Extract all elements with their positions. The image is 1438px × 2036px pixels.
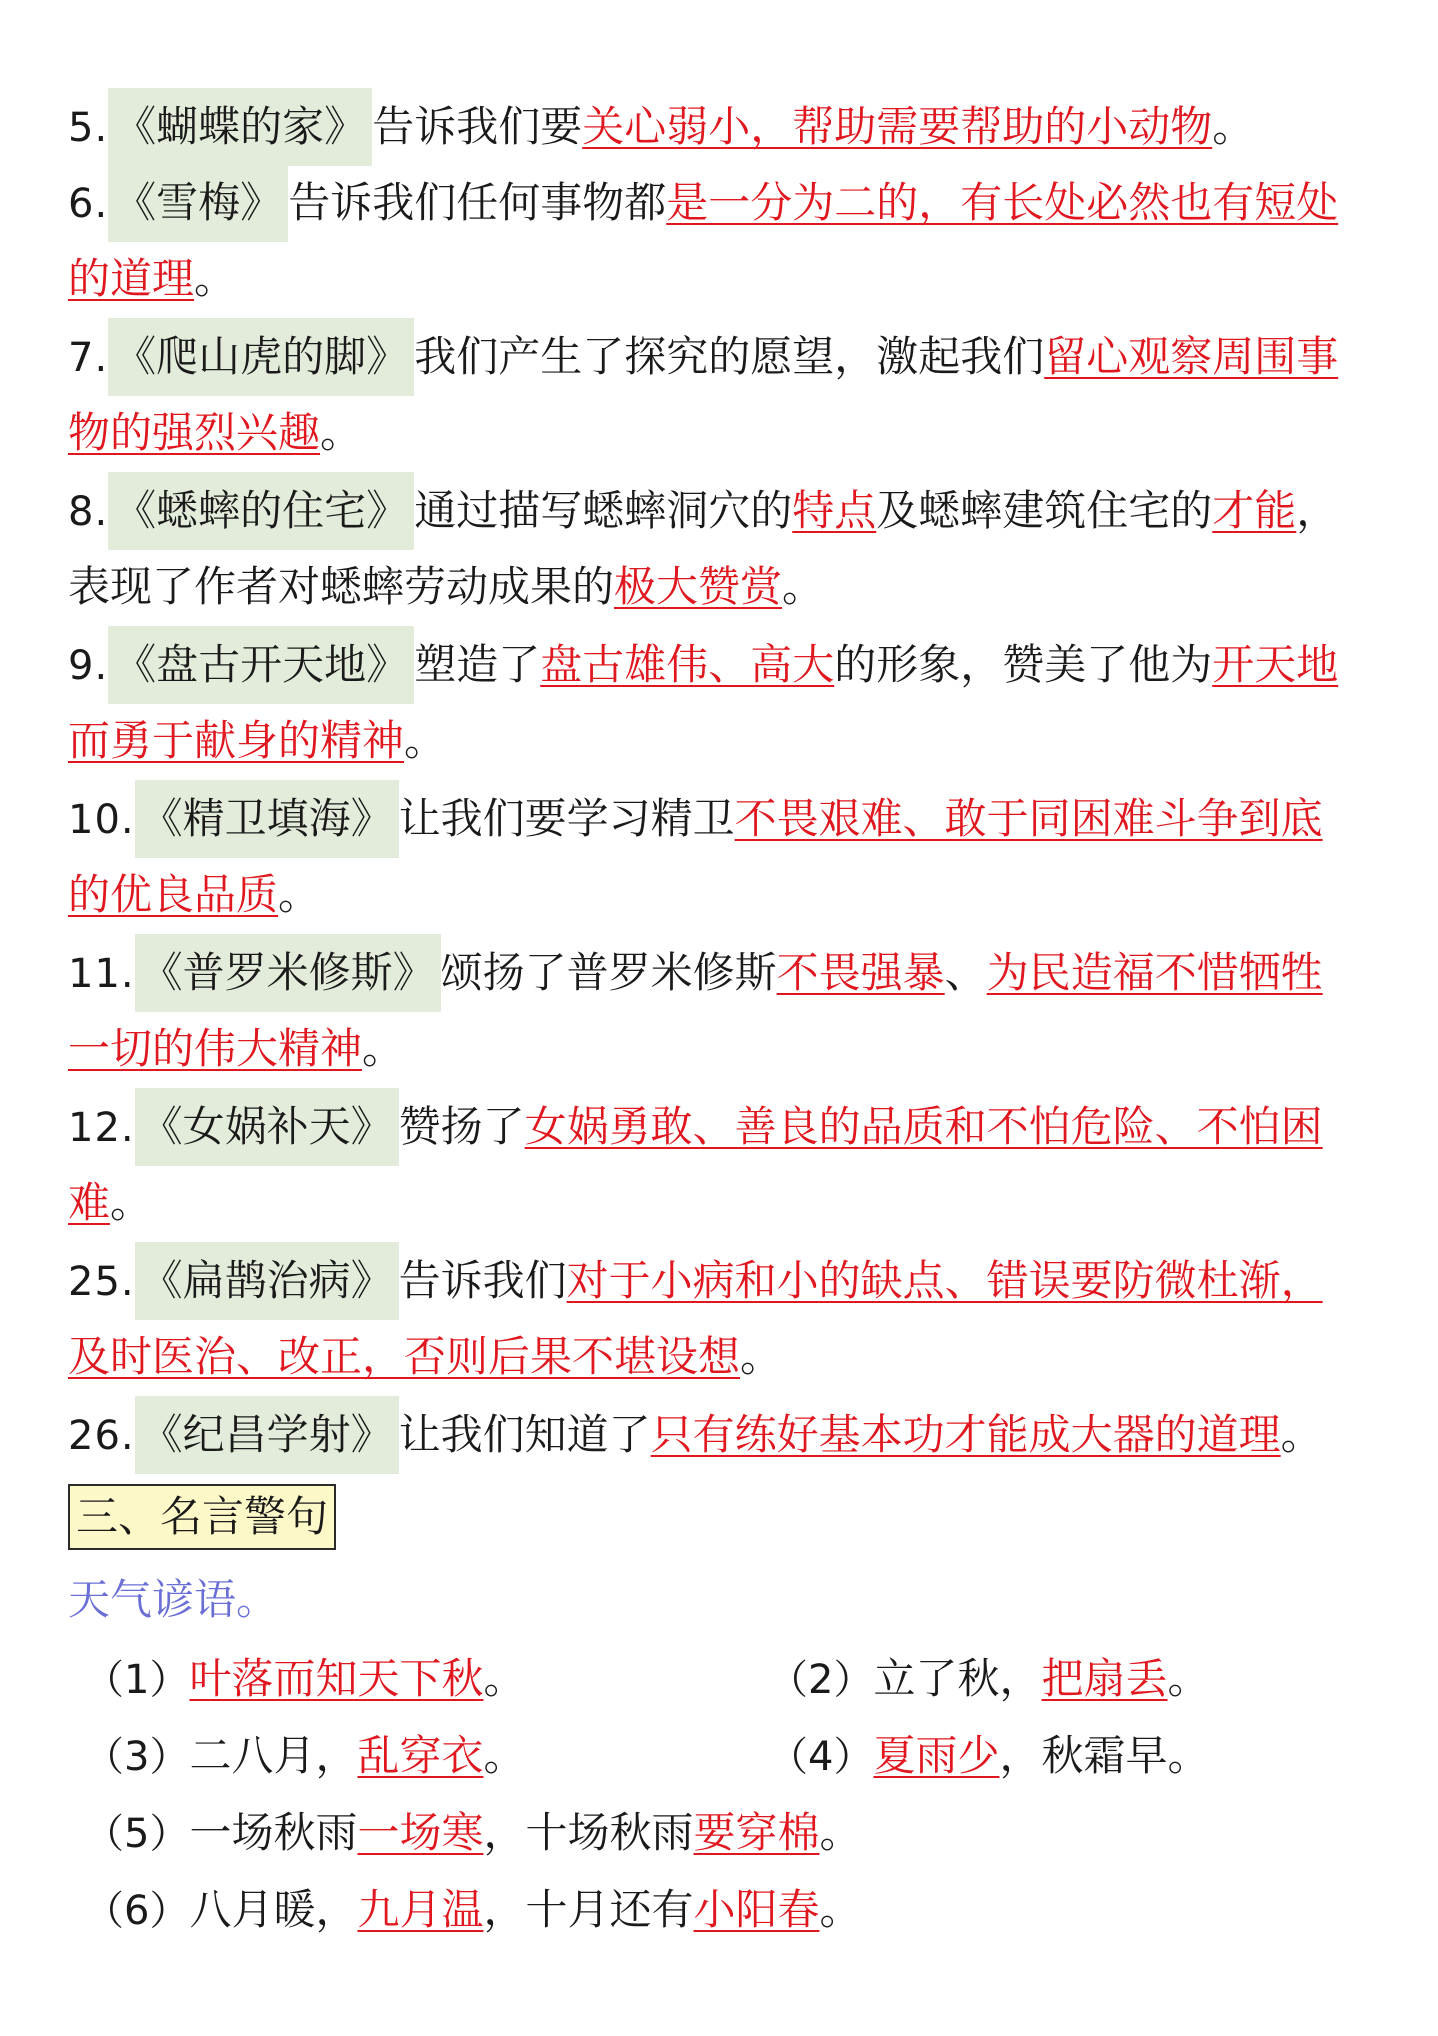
item-7 (68, 318, 1338, 396)
saying-6 (84, 1871, 862, 1950)
item-25 (68, 1242, 1323, 1320)
item-number: 5. (68, 105, 109, 151)
saying-answer: 小阳春 (693, 1885, 820, 1934)
item-text: 告诉我们要 (372, 102, 583, 151)
item-number: 10. (68, 797, 135, 843)
item-answer: 开天地 (1212, 640, 1339, 689)
saying-answer: 叶落而知天下秋 (189, 1654, 484, 1703)
item-text: 赞扬了 (398, 1102, 525, 1151)
item-text: 。 (110, 1178, 153, 1227)
item-12 (68, 1088, 1323, 1166)
item-text: 。 (404, 716, 447, 765)
saying-text: 立了秋， (873, 1654, 1042, 1703)
item-number: 26. (68, 1413, 135, 1459)
item-answer: 不畏艰难、敢于同困难斗争到底 (734, 794, 1323, 843)
item-answer: 女娲勇敢、善良的品质和不怕危险、不怕困 (524, 1102, 1323, 1151)
item-answer: 特点 (792, 486, 877, 535)
item-title: 《雪梅》 (108, 164, 288, 242)
item-title: 《扁鹊治病》 (135, 1242, 399, 1320)
item-text: 、 (944, 948, 987, 997)
item-answer: 而勇于献身的精神 (68, 716, 405, 765)
item-title: 《普罗米修斯》 (135, 934, 441, 1012)
item-text: ， (1296, 486, 1339, 535)
item-9-cont (68, 702, 446, 780)
item-8-cont (68, 548, 824, 626)
saying-text: 。 (483, 1654, 526, 1703)
subheading: 天气谚语。 (68, 1575, 279, 1624)
item-9 (68, 626, 1338, 704)
item-number: 9. (68, 643, 109, 689)
item-25-cont (68, 1318, 782, 1396)
item-text: 让我们知道了 (398, 1410, 651, 1459)
item-text: 。 (320, 408, 363, 457)
item-text: 。 (1212, 102, 1255, 151)
item-title: 《女娲补天》 (135, 1088, 399, 1166)
saying-answer: 夏雨少 (873, 1731, 1000, 1780)
item-answer: 的道理 (68, 254, 195, 303)
saying-text: 一场秋雨 (189, 1808, 358, 1857)
saying-number: （4） (768, 1734, 874, 1780)
item-text: 通过描写蟋蟀洞穴的 (414, 486, 793, 535)
item-5 (68, 88, 1254, 166)
item-text: 表现了作者对蟋蟀劳动成果的 (68, 562, 615, 611)
item-answer: 物的强烈兴趣 (68, 408, 321, 457)
item-number: 25. (68, 1259, 135, 1305)
saying-text: 。 (483, 1731, 526, 1780)
item-title: 《蝴蝶的家》 (108, 88, 372, 166)
item-answer: 极大赞赏 (614, 562, 783, 611)
item-8 (68, 472, 1338, 550)
saying-answer: 乱穿衣 (357, 1731, 484, 1780)
item-text: 及蟋蟀建筑住宅的 (876, 486, 1213, 535)
item-text: 。 (362, 1024, 405, 1073)
saying-text: 。 (1167, 1654, 1210, 1703)
item-answer: 只有练好基本功才能成大器的道理 (650, 1410, 1281, 1459)
item-12-cont (68, 1164, 152, 1242)
saying-5 (84, 1794, 862, 1873)
saying-answer: 一场寒 (357, 1808, 484, 1857)
item-answer: 对于小病和小的缺点、错误要防微杜渐， (566, 1256, 1323, 1305)
saying-number: （2） (768, 1657, 874, 1703)
item-7-cont (68, 394, 362, 472)
item-answer: 不畏强暴 (776, 948, 945, 997)
item-number: 8. (68, 489, 109, 535)
item-text: 让我们要学习精卫 (398, 794, 735, 843)
item-6 (68, 164, 1338, 242)
item-11 (68, 934, 1323, 1012)
item-text: 。 (194, 254, 237, 303)
item-text: 告诉我们 (398, 1256, 567, 1305)
saying-text: ，十月还有 (483, 1885, 694, 1934)
saying-number: （6） (84, 1888, 190, 1934)
saying-text: 。 (1167, 1731, 1210, 1780)
item-answer: 才能 (1212, 486, 1297, 535)
item-answer: 为民造福不惜牺牲 (986, 948, 1323, 997)
saying-text: 八月暖， (189, 1885, 358, 1934)
item-text: 我们产生了探究的愿望，激起我们 (414, 332, 1045, 381)
item-text: 。 (782, 562, 825, 611)
item-number: 7. (68, 335, 109, 381)
saying-4 (768, 1717, 1210, 1796)
item-answer: 及时医治、改正，否则后果不堪设想 (68, 1332, 741, 1381)
item-text: 。 (740, 1332, 783, 1381)
saying-2 (768, 1640, 1210, 1719)
saying-text: 。 (819, 1885, 862, 1934)
saying-number: （1） (84, 1657, 190, 1703)
item-number: 6. (68, 181, 109, 227)
item-answer: 盘古雄伟、高大 (540, 640, 835, 689)
item-answer: 一切的伟大精神 (68, 1024, 363, 1073)
item-answer: 留心观察周围事 (1044, 332, 1339, 381)
saying-number: （3） (84, 1734, 190, 1780)
item-title: 《蟋蟀的住宅》 (108, 472, 414, 550)
saying-text: ，秋霜早 (999, 1731, 1168, 1780)
saying-text: 二八月， (189, 1731, 358, 1780)
saying-answer: 把扇丢 (1041, 1654, 1168, 1703)
item-26 (68, 1396, 1323, 1474)
saying-text: ，十场秋雨 (483, 1808, 694, 1857)
saying-number: （5） (84, 1811, 190, 1857)
item-11-cont (68, 1010, 404, 1088)
item-title: 《盘古开天地》 (108, 626, 414, 704)
item-title: 《纪昌学射》 (135, 1396, 399, 1474)
item-text: 塑造了 (414, 640, 541, 689)
item-title: 《爬山虎的脚》 (108, 318, 414, 396)
item-text: 告诉我们任何事物都 (288, 178, 667, 227)
item-text: 。 (1280, 1410, 1323, 1459)
item-10 (68, 780, 1323, 858)
item-answer: 是一分为二的，有长处必然也有短处 (666, 178, 1339, 227)
item-answer: 难 (68, 1178, 111, 1227)
saying-answer: 九月温 (357, 1885, 484, 1934)
saying-answer: 要穿棉 (693, 1808, 820, 1857)
item-6-cont (68, 240, 236, 318)
item-answer: 的优良品质 (68, 870, 279, 919)
item-text: 颂扬了普罗米修斯 (440, 948, 777, 997)
saying-3 (84, 1717, 526, 1796)
item-answer: 关心弱小，帮助需要帮助的小动物 (582, 102, 1213, 151)
item-text: 。 (278, 870, 321, 919)
item-number: 12. (68, 1105, 135, 1151)
item-title: 《精卫填海》 (135, 780, 399, 858)
section-heading: 三、名言警句 (68, 1484, 336, 1550)
item-10-cont (68, 856, 320, 934)
item-text: 的形象，赞美了他为 (834, 640, 1213, 689)
saying-1 (84, 1640, 525, 1719)
item-number: 11. (68, 951, 135, 997)
saying-text: 。 (819, 1808, 862, 1857)
